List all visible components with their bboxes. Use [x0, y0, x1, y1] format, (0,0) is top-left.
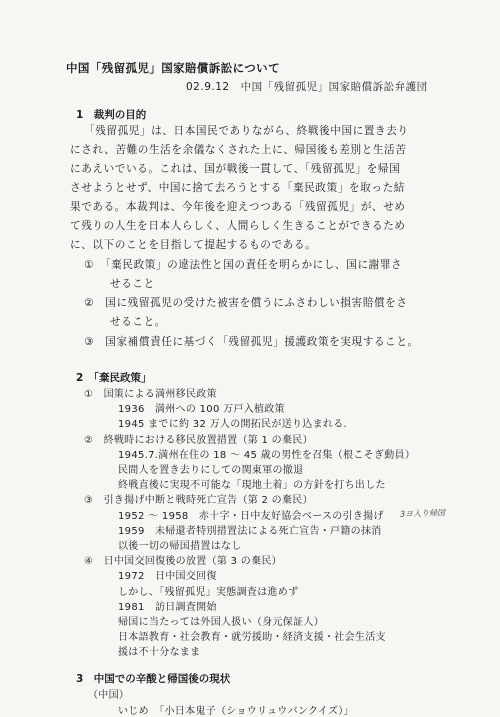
policy-detail: 援は不十分なまま — [118, 647, 201, 659]
policy-detail: 民間人を置き去りにしての関東軍の撤退 — [118, 465, 304, 476]
policy-detail: 帰国に当たっては外国人扱い（身元保証人） — [118, 617, 324, 628]
policy-detail: 終戦直後に実現不可能な「現地土着」の方針を打ち出した — [118, 480, 386, 492]
policy-detail: しかし、「残留孤児」実態調査は進めず — [118, 586, 299, 598]
policy-detail: 1981 訪日調査開始 — [118, 601, 217, 613]
document-title: 中国「残留孤児」国家賠償訴訟について — [66, 61, 280, 75]
policy-item: ① 国策による満州移民政策 — [84, 389, 217, 400]
section-3-line: いじめ 「小日本鬼子（ショウリュウバンクイズ）」 — [118, 705, 354, 717]
goal-item-continuation: せること — [110, 278, 155, 290]
section-1-line: させようとせず、中国に捨て去ろうとする「棄民政策」を取った結 — [70, 182, 405, 194]
policy-detail: 1945 までに約 32 万人の開拓民が送り込まれる. — [118, 419, 347, 431]
section-3-line: （中国） — [88, 689, 130, 701]
section-1-line: にあえいでいる。これは、国が戦後一貫して、「残留孤児」を帰国 — [70, 163, 401, 175]
section-1-heading: 1 裁判の目的 — [76, 109, 147, 121]
section-1-line: に、以下のことを目指して提起するものである。 — [70, 239, 317, 251]
section-1-line: て残りの人生を日本人らしく、人間らしく生きることができるため — [70, 220, 406, 232]
goal-item: ② 国に残留孤児の受けた被害を償うにふさわしい損害賠償をさ — [84, 297, 408, 309]
policy-detail: 1972 日中国交回復 — [118, 571, 217, 583]
policy-detail: 1952 ～ 1958 赤十字・日中友好協会ベースの引き揚げ — [118, 510, 384, 522]
policy-detail: 1945.7.満州在住の 18 ～ 45 歳の男性を召集（根こそぎ動員） — [118, 449, 416, 461]
goal-item: ① 「棄民政策」の違法性と国の責任を明らかにし、国に謝罪さ — [84, 259, 403, 271]
policy-item: ② 終戦時における移民放置措置（第 1 の棄民） — [84, 434, 313, 446]
policy-detail: 以後一切の帰国措置はなし — [118, 541, 242, 552]
section-3-heading: 3 中国での辛酸と帰国後の現状 — [76, 672, 231, 685]
section-1-line: 果である。本裁判は、今年後を迎えつつある「残留孤児」が、せめ — [70, 201, 406, 213]
policy-detail: 日本語教育・社会教育・就労援助・経済支援・社会生活支 — [118, 632, 386, 644]
goal-item: ③ 国家補償責任に基づく「残留孤児」援護政策を実現すること。 — [84, 336, 419, 348]
section-1-line: 「残留孤児」は、日本国民でありながら、終戦後中国に置き去り — [84, 125, 409, 137]
policy-detail: 1959 未帰還者特別措置法による死亡宣告・戸籍の抹消 — [118, 525, 382, 537]
section-1-line: にされ、苦難の生活を余儀なくされた上に、帰国後も差別と生活苦 — [70, 144, 407, 156]
handwritten-note: 3ヨ入り帰国 — [399, 507, 446, 519]
policy-item: ④ 日中国交回復後の放置（第 3 の棄民） — [84, 556, 282, 568]
section-2-heading: 2 「棄民政策」 — [76, 372, 152, 384]
date-author-line: 02.9.12 中国「残留孤児」国家賠償訴訟弁護団 — [186, 81, 428, 93]
policy-detail: 1936 満州への 100 万戸入植政策 — [118, 404, 285, 416]
goal-item-continuation: せること。 — [110, 316, 166, 328]
policy-item: ③ 引き揚げ中断と戦時死亡宣告（第 2 の棄民） — [84, 495, 313, 507]
